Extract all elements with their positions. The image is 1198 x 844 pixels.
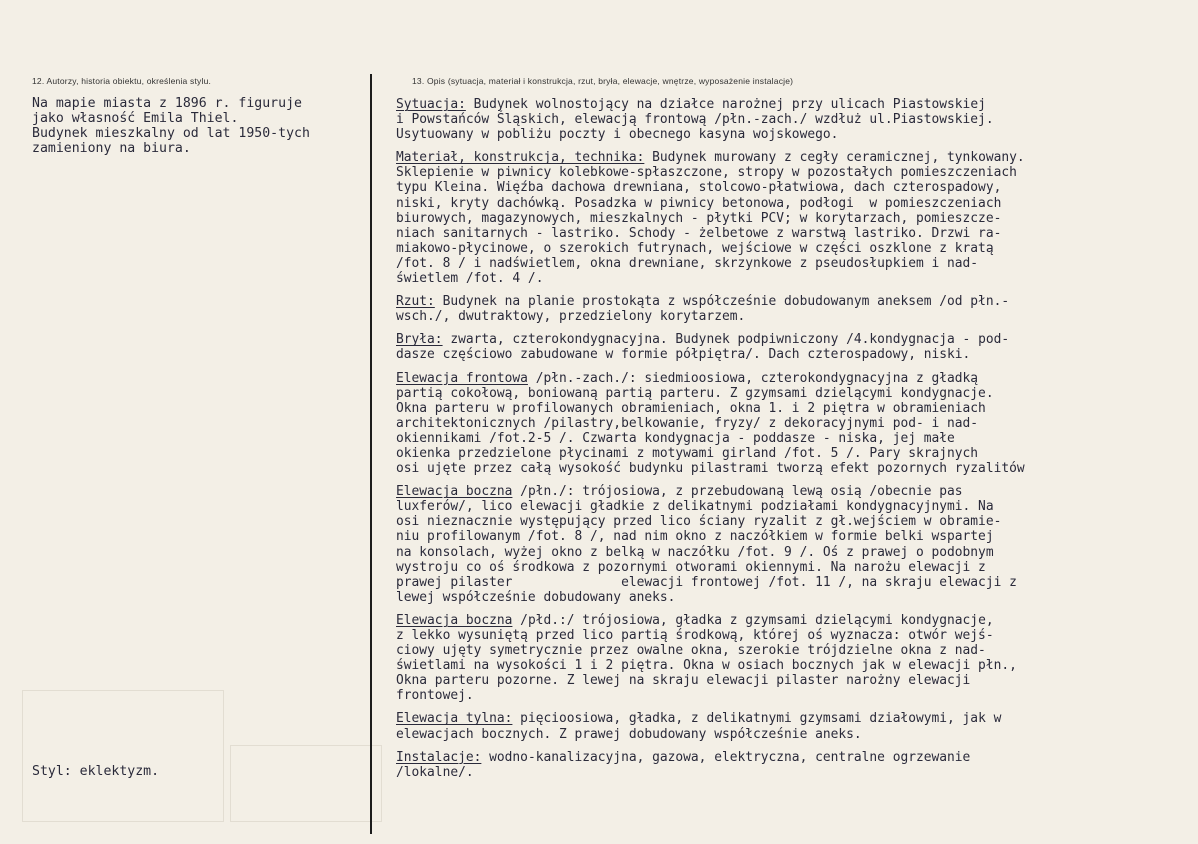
- column-divider: [370, 74, 372, 834]
- faint-form-box: [230, 745, 382, 822]
- section-side-elevation-north: Elewacja boczna /płn./: trójosiowa, z przebudowaną lewą osią /obecnie pas luxferów/, lico elewacji gładkie z delikatnymi podziałami kondygnacyjnymi. Na osi nieznacznie występujący przed lico ściany ryzalit z gł.wejściem w obramie- niu profilowanym /fot. 8 /, nad nim okno z naczółkiem w formie belki wspartej na konsolach, wyżej okno z belką w naczółku /fot. 9 /. Oś z prawej o podobnym wystroju co oś środkowa z pozornymi otworami okiennymi. Na narożu elewacji z prawej pilaster elewacji frontowej /fot. 11 /, na skraju elewacji z lewej współcześnie dobudowany aneks.: [396, 484, 1017, 605]
- section-material: Materiał, konstrukcja, technika: Budynek murowany z cegły ceramicznej, tynkowany. Sklepienie w piwnicy kolebkowe-spłaszczone, stropy w pozostałych pomieszczeniach typu Kleina. Więźba dachowa drewniana, stolcowo-płatwiowa, dach czterospadowy, niski, kryty dachówką. Posadzka w piwnicy betonowa, podłogi w pomieszczeniach biurowych, magazynowych, mieszkalnych - płytki PCV; w korytarzach, pomieszcze- niach sanitarnych - lastriko. Schody - żelbetowe z warstwą lastriko. Drzwi ra- miakowo-płycinowe, o szerokich futrynach, wejściowe w części oszklone z kratą /fot. 8 / i nadświetlem, okna drewniane, skrzynkowe z pseudosłupkiem i nad- świetlem /fot. 4 /.: [396, 150, 1025, 287]
- history-text: Na mapie miasta z 1896 r. figuruje jako własność Emila Thiel. Budynek mieszkalny od lat 1950-tych zamieniony na biura.: [32, 96, 310, 156]
- section-side-elevation-south: Elewacja boczna /płd.:/ trójosiowa, gładka z gzymsami dzielącymi kondygnacje, z lekko wysuniętą przed lico partią środkową, której oś wyznacza: otwór wejś- ciowy ujęty symetrycznie przez owalne okna, szerokie trójdzielne okna z nad- świetlami na wysokości 1 i 2 piętra. Okna w osiach bocznych jak w elewacji płn., Okna parteru pozorne. Z lewej na skraju elewacji pilaster narożny elewacji frontowej.: [396, 612, 1017, 704]
- header-field-13: 13. Opis (sytuacja, materiał i konstrukcja, rzut, bryła, elewacje, wnętrze, wyposażenie instalacje): [412, 76, 794, 86]
- section-massing: Bryła: zwarta, czterokondygnacyjna. Budynek podpiwniczony /4.kondygnacja - pod- dasze częściowo zabudowane w formie półpiętra/. Dach czterospadowy, niski.: [396, 332, 1010, 363]
- description-column: [396, 97, 1196, 788]
- style-label: Styl: eklektyzm.: [32, 764, 160, 779]
- section-plan: Rzut: Budynek na planie prostokąta z współcześnie dobudowanym aneksem /od płn.- wsch./, dwutraktowy, przedzielony korytarzem.: [396, 294, 1010, 325]
- section-front-elevation: Elewacja frontowa /płn.-zach./: siedmioosiowa, czterokondygnacyjna z gładką partią cokołową, boniowaną partią parteru. Z gzymsami dzielącymi kondygnacje. Okna parteru w profilowanych obramieniach, okna 1. i 2 piętra w obramieniach architektonicznych /pilastry,belkowanie, fryzy/ z dekoracyjnymi pod- i nad- okiennikami /fot.2-5 /. Czwarta kondygnacja - poddasze - niska, jej małe okienka przedzielone płycinami z motywami girland /fot. 5 /. Pary skrajnych osi ujęte przez całą wysokość budynku pilastrami tworzą efekt pozornych ryzalitów: [396, 370, 1025, 477]
- section-installations: Instalacje: wodno-kanalizacyjna, gazowa, elektryczna, centralne ogrzewanie /lokalne/.: [396, 749, 971, 780]
- section-situation: Sytuacja: Budynek wolnostojący na działce narożnej przy ulicach Piastowskiej i Powstańców Śląskich, elewacją frontową /płn.-zach./ wzdłuż ul.Piastowskiej. Usytuowany w pobliżu poczty i obecnego kasyna wojskowego.: [396, 97, 994, 143]
- header-field-12: 12. Autorzy, historia obiektu, określenia stylu.: [32, 76, 212, 86]
- faint-form-box: [22, 690, 224, 822]
- section-rear-elevation: Elewacja tylna: pięcioosiowa, gładka, z delikatnymi gzymsami działowymi, jak w elewacjach bocznych. Z prawej dobudowany współcześnie aneks.: [396, 711, 1002, 742]
